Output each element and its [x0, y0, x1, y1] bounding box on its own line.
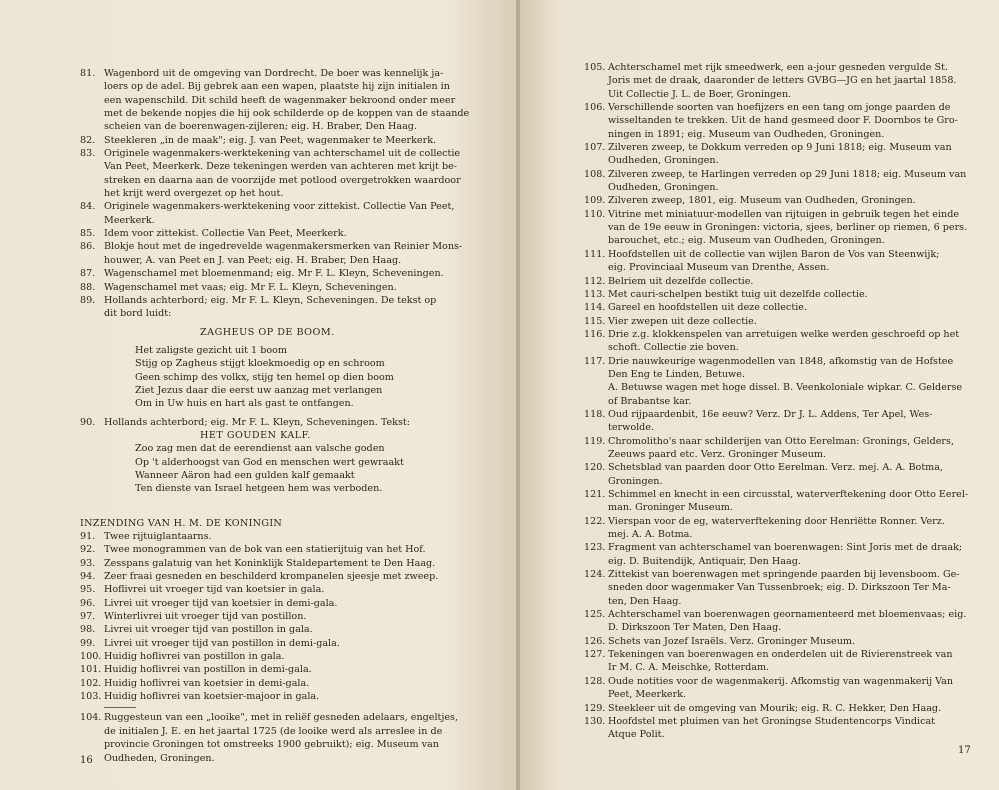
catalog-entry [584, 248, 987, 275]
entry-number: 119. [584, 435, 606, 447]
entry-number: 128. [584, 675, 606, 687]
entry-number: 130. [584, 715, 606, 727]
catalog-entry [584, 101, 987, 141]
catalog-entry [584, 488, 987, 515]
catalog-entry [584, 515, 987, 542]
poem-line: Om in Uw huis en hart als gast te ontfangen. [135, 398, 354, 410]
entry-line: Den Eng te Linden, Betuwe. [608, 368, 745, 380]
entry-line: met de bekende nopjes die hij ook schilderde op de koppen van de staande [104, 108, 470, 120]
entry-line: Zilveren zweep, 1801, eig. Museum van Oudheden, Groningen. [608, 195, 916, 207]
entry-line: Zilveren zweep, te Dokkum verreden op 9 Juni 1818; eig. Museum van [608, 142, 952, 154]
entry-line: Vitrine met miniatuur-modellen van rijtuigen in gebruik tegen het einde [608, 208, 960, 220]
entry-number: 90. [80, 416, 96, 428]
catalog-entry [80, 147, 474, 200]
entry-number: 94. [80, 571, 96, 583]
divider-rule [104, 707, 136, 708]
entry-line: Livrei uit vroeger tijd van koetsier in demi-gala. [104, 597, 338, 609]
entry-line: D. Dirkszoon Ter Maten, Den Haag. [608, 622, 782, 634]
catalog-entry [80, 650, 474, 663]
entry-line: dit bord luidt: [104, 308, 172, 320]
catalog-entry [584, 608, 987, 635]
entry-number: 126. [584, 635, 606, 647]
page-number-right: 17 [958, 745, 971, 756]
poem-title-gouden-kalf: HET GOUDEN KALF. [200, 429, 311, 441]
entry-line: Huidig hoflivrei van koetsier-majoor in gala. [104, 691, 320, 703]
entries-91-103 [80, 530, 474, 703]
entry-line: Uit Collectie J. L. de Boer, Groningen. [608, 88, 792, 100]
entry-number: 84. [80, 201, 96, 213]
entry-line: ningen in 1891; eig. Museum van Oudheden, Groningen. [608, 128, 885, 140]
entry-line: Huidig hoflivrei van postillon in demi-gala. [104, 664, 312, 676]
entry-subline: A. Betuwse wagen met hoge dissel. B. Veenkoloniale wipkar. C. Gelderse [608, 382, 963, 394]
entry-number: 99. [80, 637, 96, 649]
catalog-entry [80, 610, 474, 623]
entry-line: Zesspans galatuig van het Koninklijk Staldepartement te Den Haag. [104, 557, 436, 569]
entry-line: Hoofdstellen uit de collectie van wijlen Baron de Vos van Steenwijk; [608, 248, 940, 260]
entry-line: Vierspan voor de eg, waterverftekening door Henriëtte Ronner. Verz. [608, 515, 945, 527]
entry-number: 83. [80, 148, 96, 160]
entry-line: Livrei uit vroeger tijd van postillon in gala. [104, 624, 313, 636]
entry-line: Achterschamel van boerenwagen geornamenteerd met bloemenvaas; eig. [608, 609, 967, 621]
catalog-entry [584, 648, 987, 675]
entry-line: Wagenbord uit de omgeving van Dordrecht. De boer was kennelijk ja- [104, 68, 444, 79]
entry-line: het krijt werd overgezet op het hout. [104, 188, 284, 200]
entry-line: Huidig hoflivrei van postillon in gala. [104, 651, 285, 663]
catalog-entry [80, 67, 474, 134]
entry-line: Verschillende soorten van hoefijzers en een tang om jonge paarden de [608, 102, 951, 114]
catalog-entry [80, 281, 474, 294]
poem-line: Op 't alderhoogst van God en menschen wert gewraakt [135, 456, 404, 468]
page-number-left: 16 [80, 755, 93, 766]
catalog-entry [584, 288, 987, 301]
entry-number: 81. [80, 68, 96, 79]
entry-line: Hollands achterbord; eig. Mr F. L. Kleyn, Scheveningen. Tekst: [104, 416, 410, 428]
entry-number: 113. [584, 288, 606, 300]
entry-line: Met cauri-schelpen bestikt tuig uit dezelfde collectie. [608, 288, 868, 300]
poem-title-zagheus: ZAGHEUS OP DE BOOM. [200, 326, 335, 338]
entry-line: Steekleer uit de omgeving van Mourik; eig. R. C. Hekker, Den Haag. [608, 702, 942, 714]
entry-line: Drie nauwkeurige wagenmodellen van 1848, afkomstig van de Hofstee [608, 355, 954, 367]
entry-number: 114. [584, 302, 606, 314]
entry-number: 121. [584, 489, 606, 500]
catalog-entry [80, 557, 474, 570]
catalog-entry [80, 711, 474, 764]
catalog-entry [584, 61, 987, 101]
entry-line: Wagenschamel met vaas; eig. Mr F. L. Kleyn, Scheveningen. [104, 281, 397, 293]
entry-number: 110. [584, 208, 606, 220]
entry-line: loers op de adel. Bij gebrek aan een wapen, plaatste hij zijn initialen in [104, 81, 450, 93]
entry-104 [80, 711, 474, 764]
entry-line: terwolde. [608, 422, 655, 434]
catalog-entry [80, 583, 474, 596]
catalog-entry [80, 663, 474, 676]
entry-line: Gareel en hoofdstellen uit deze collectie. [608, 302, 808, 314]
entry-line: Oude notities voor de wagenmakerij. Afkomstig van wagenmakerij Van [608, 675, 954, 687]
entry-line: Atque Polit. [608, 729, 665, 741]
poem-gouden-kalf [80, 442, 474, 495]
entry-number: 129. [584, 702, 606, 714]
entry-line: Oud rijpaardenbit, 16e eeuw? Verz. Dr J. L. Addens, Ter Apel, Wes- [608, 408, 933, 420]
catalog-entry [80, 200, 474, 227]
right-page [520, 0, 999, 790]
poem-line: Zoo zag men dat de eerendienst aan valsche goden [135, 443, 385, 455]
entry-line: Meerkerk. [104, 214, 155, 226]
catalog-entry [80, 597, 474, 610]
entry-number: 101. [80, 664, 102, 676]
catalog-entry [584, 141, 987, 168]
entry-line: Van Peet, Meerkerk. Deze tekeningen werden van achteren met krijt be- [104, 161, 458, 173]
catalog-entry [80, 623, 474, 636]
entry-line: streken en daarna aan de voorzijde met potlood overgetrokken waardoor [104, 174, 461, 186]
entry-line: Steekleren „in de maak"; eig. J. van Peet, wagenmaker te Meerkerk. [104, 134, 437, 146]
entry-number: 88. [80, 281, 96, 293]
entry-line: provincie Groningen tot omstreeks 1900 gebruikt); eig. Museum van [104, 739, 439, 751]
entry-number: 97. [80, 611, 96, 623]
catalog-entry [80, 267, 474, 280]
section-heading: INZENDING VAN H. M. DE KONINGIN [80, 517, 283, 529]
entry-line: Fragment van achterschamel van boerenwagen: Sint Joris met de draak; [608, 542, 963, 554]
catalog-entry [584, 194, 987, 207]
entry-line: mej. A. A. Botma. [608, 529, 693, 541]
catalog-entry [80, 530, 474, 543]
entry-number: 123. [584, 542, 606, 554]
left-column [80, 67, 474, 765]
entry-line: Hoofdstel met pluimen van het Groningse Studentencorps Vindicat [608, 715, 936, 727]
entry-line: ten, Den Haag. [608, 595, 682, 607]
entry-number: 120. [584, 462, 606, 474]
entry-line: Schimmel en knecht in een circusstal, waterverftekening door Otto Eerel- [608, 489, 969, 500]
entry-line: Originele wagenmakers-werktekening voor zittekist. Collectie Van Peet, [104, 201, 455, 213]
entry-number: 100. [80, 651, 102, 663]
entry-number: 98. [80, 624, 96, 636]
entry-line: Wagenschamel met bloemenmand; eig. Mr F. L. Kleyn, Scheveningen. [104, 268, 444, 280]
entry-line: Joris met de draak, daaronder de letters GVBG—JG en het jaartal 1858. [608, 75, 957, 87]
entry-line: Ir M. C. A. Meischke, Rotterdam. [608, 662, 770, 674]
catalog-entry [80, 294, 474, 321]
entry-number: 93. [80, 557, 96, 569]
catalog-entry [584, 328, 987, 355]
catalog-entry [584, 301, 987, 314]
entry-subline: of Brabantse kar. [608, 395, 692, 407]
catalog-entry [80, 227, 474, 240]
entry-line: Zeeuws paard etc. Verz. Groninger Museum. [608, 448, 827, 460]
entry-number: 108. [584, 168, 606, 180]
entry-line: Peet, Meerkerk. [608, 689, 687, 701]
catalog-entry [584, 675, 987, 702]
catalog-entry [584, 168, 987, 195]
catalog-entry [584, 435, 987, 462]
entry-line: Blokje hout met de ingedrevelde wagenmakersmerken van Reinier Mons- [104, 241, 463, 253]
entry-number: 106. [584, 102, 606, 114]
entry-line: Twee rijtuiglantaarns. [104, 531, 212, 542]
entry-line: eig. Provinciaal Museum van Drenthe, Assen. [608, 262, 830, 274]
entry-number: 89. [80, 294, 96, 306]
entry-line: houwer, A. van Peet en J. van Peet; eig. H. Braber, Den Haag. [104, 254, 402, 266]
entry-line: Oudheden, Groningen. [104, 752, 215, 764]
entry-line: Drie z.g. klokkenspelen van arretuigen welke werden geschroefd op het [608, 328, 960, 340]
entry-line: Hollands achterbord; eig. Mr F. L. Kleyn, Scheveningen. De tekst op [104, 294, 437, 306]
entry-number: 116. [584, 328, 606, 340]
catalog-entry [80, 134, 474, 147]
entry-line: Chromolitho's naar schilderijen van Otto Eerelman: Gronings, Gelders, [608, 435, 954, 447]
catalog-entry [584, 355, 987, 382]
entries-105-130 [584, 61, 987, 742]
catalog-entry [80, 677, 474, 690]
entry-line: Ruggesteun van een „looike", met in reliëf gesneden adelaars, engeltjes, [104, 712, 459, 724]
catalog-entry [584, 715, 987, 742]
entry-line: Oudheden, Groningen. [608, 155, 719, 167]
poem-zagheus [80, 344, 474, 411]
entry-line: van de 19e eeuw in Groningen: victoria, sjees, berliner op riemen, 6 pers. [608, 222, 968, 234]
entry-line: scheien van de boerenwagen-zijleren; eig. H. Braber, Den Haag. [104, 121, 417, 133]
catalog-entry [584, 208, 987, 248]
entry-number: 115. [584, 315, 606, 327]
entry-line: Zeer fraai gesneden en beschilderd krompanelen sjeesje met zweep. [104, 571, 439, 583]
poem-line: Stijg op Zagheus stijgt kloekmoedig op en schroom [135, 358, 385, 370]
catalog-entry [80, 416, 474, 429]
entry-number: 104. [80, 712, 102, 724]
entry-line: man. Groninger Museum. [608, 502, 733, 514]
poem-line: Het zaligste gezicht uit 1 boom [135, 344, 288, 356]
entry-line: de initialen J. E. en het jaartal 1725 (de looike werd als arreslee in de [104, 725, 443, 737]
catalog-entry [584, 541, 987, 568]
catalog-entry [80, 543, 474, 556]
entry-number: 105. [584, 62, 606, 73]
entry-number: 82. [80, 134, 96, 146]
poem-line: Wanneer Aäron had een gulden kalf gemaakt [135, 469, 355, 481]
right-column [584, 61, 987, 742]
entry-line: Groningen. [608, 475, 663, 487]
catalog-entry [584, 408, 987, 435]
entry-line: Oudheden, Groningen. [608, 182, 719, 194]
catalog-entry [80, 637, 474, 650]
catalog-entry [80, 240, 474, 267]
catalog-entry [584, 635, 987, 648]
entry-line: een wapenschild. Dit schild heeft de wagenmaker bekroond onder meer [104, 94, 456, 106]
poem-line: Geen schimp des volkx, stijg ten hemel op dien boom [135, 371, 394, 383]
entry-line: Livrei uit vroeger tijd van postillon in demi-gala. [104, 637, 340, 649]
entry-line: Hoflivrei uit vroeger tijd van koetsier in gala. [104, 584, 325, 596]
entry-number: 111. [584, 248, 606, 260]
entry-line: Schets van Jozef Israëls. Verz. Groninger Museum. [608, 635, 856, 647]
entry-line: schoft. Collectie zie boven. [608, 342, 739, 354]
entry-number: 96. [80, 597, 96, 609]
entry-line: sneden door wagenmaker Van Tussenbroek; eig. D. Dirkszoon Ter Ma- [608, 582, 951, 594]
entry-90 [80, 416, 474, 429]
entry-number: 112. [584, 275, 606, 287]
entry-number: 102. [80, 677, 102, 689]
catalog-entry [584, 275, 987, 288]
entry-number: 118. [584, 408, 606, 420]
entry-line: Schetsblad van paarden door Otto Eerelman. Verz. mej. A. A. Botma, [608, 462, 944, 474]
entries-81-89 [80, 67, 474, 321]
entry-line: Tekeningen van boerenwagen en onderdelen uit de Rivierenstreek van [608, 649, 953, 661]
poem-line: Ten dienste van Israel hetgeen hem was verboden. [135, 483, 383, 495]
entry-line: wisseltanden te trekken. Uit de hand gesmeed door F. Doornbos te Gro- [608, 115, 958, 127]
entry-line: Achterschamel met rijk smeedwerk, een a-jour gesneden vergulde St. [608, 62, 948, 73]
entry-line: Zilveren zweep, te Harlingen verreden op 29 Juni 1818; eig. Museum van [608, 168, 967, 180]
entry-number: 124. [584, 569, 606, 581]
entry-number: 92. [80, 544, 96, 556]
catalog-entry [584, 568, 987, 608]
catalog-entry [584, 702, 987, 715]
catalog-entry [584, 461, 987, 488]
entry-number: 95. [80, 584, 96, 596]
catalog-entry [584, 315, 987, 328]
catalog-entry [80, 690, 474, 703]
catalog-entry [80, 570, 474, 583]
entry-line: Zittekist van boerenwagen met springende paarden bij levensboom. Ge- [608, 569, 960, 581]
entry-number: 109. [584, 195, 606, 207]
entry-number: 87. [80, 268, 96, 280]
entry-line: Huidig hoflivrei van koetsier in demi-gala. [104, 677, 310, 689]
entry-number: 91. [80, 531, 96, 542]
entry-number: 127. [584, 649, 606, 661]
poem-line: Ziet Jezus daar die eerst uw aanzag met verlangen [135, 384, 383, 396]
entry-number: 86. [80, 241, 96, 253]
entry-number: 103. [80, 691, 102, 703]
entry-line: Winterlivrei uit vroeger tijd van postillon. [104, 611, 307, 623]
entry-number: 85. [80, 228, 96, 240]
entry-line: barouchet, etc.; eig. Museum van Oudheden, Groningen. [608, 235, 885, 247]
entry-number: 107. [584, 142, 606, 154]
entry-line: eig. D. Buitendijk, Antiquair, Den Haag. [608, 555, 801, 567]
entry-number: 122. [584, 515, 606, 527]
entry-line: Belriem uit dezelfde collectie. [608, 275, 754, 287]
entry-line: Idem voor zittekist. Collectie Van Peet, Meerkerk. [104, 228, 347, 240]
entry-line: Twee monogrammen van de bok van een statierijtuig van het Hof. [104, 544, 426, 556]
entry-line: Vier zwepen uit deze collectie. [608, 315, 757, 327]
entry-number: 117. [584, 355, 606, 367]
entry-line: Originele wagenmakers-werktekening van achterschamel uit de collectie [104, 148, 461, 160]
entry-number: 125. [584, 609, 606, 621]
